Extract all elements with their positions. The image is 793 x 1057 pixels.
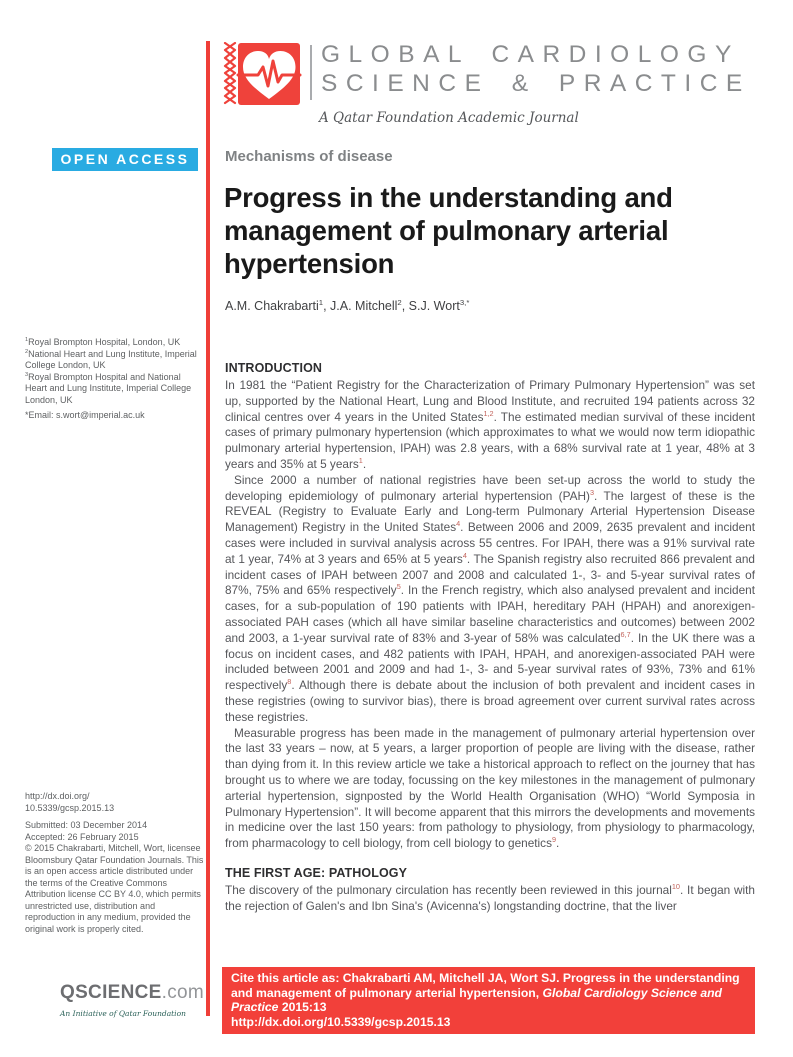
cite-box: Cite this article as: Chakrabarti AM, Mitchell JA, Wort SJ. Progress in the understanding and management of pulmonary arterial hypertension, Global Cardiology Science and Practice 2015:13 http://dx.doi.org/10.5339/gcsp.2015.13 <box>222 967 755 1034</box>
affiliations-block <box>25 337 205 422</box>
accepted-date: Accepted: 26 February 2015 <box>25 831 139 842</box>
red-spine-divider <box>206 41 210 1016</box>
journal-name <box>321 40 751 98</box>
intro-paragraph-3: Measurable progress has been made in the management of pulmonary arterial hypertension over the last 33 years – now, at 5 years, a larger proportion of people are living with the disease, rather than dying from it. In this review article we take a historical approach to reflect on the journey that has brought us to where we are today, focussing on the key milestones in the management of pulmonary arterial hypertension, signposted by the World Health Organisation (WHO) “World Symposia in Pulmonary Hypertension”. It will become apparent that this mirrors the developments and movements in medicine over the last 150 years: from pathology to physiology, from physiology to pharmacology, from pharmacology to cell biology, from cell biology to genetics$^9$. <box>225 725 755 851</box>
intro-paragraph-1: In 1981 the “Patient Registry for the Characterization of Primary Pulmonary Hypertension” was set up, supported by the National Heart, Lung and Blood Institute, and recruited 194 patients across 32 clinical centres over 4 years in the United States$^{1,2}$. The estimated median survival of these incident cases of primary pulmonary hypertension (which approximates to what we would now term idiopathic pulmonary arterial hypertension, IPAH) was 2.8 years, with a 68% survival rate at 1 year, 48% at 3 years and 35% at 5 years$^1$. <box>225 378 755 471</box>
journal-logo <box>222 42 304 106</box>
journal-logo-graphic <box>222 42 304 106</box>
article-category: Mechanisms of disease <box>225 148 393 165</box>
qscience-wordmark: QSCIENCE <box>60 982 162 1003</box>
open-access-badge: OPEN ACCESS <box>52 148 198 171</box>
affiliation-3: $^3$Royal Brompton Hospital and National Heart and Lung Institute, Imperial College London, UK <box>25 371 192 405</box>
doi-link-line2[interactable]: 10.5339/gcsp.2015.13 <box>25 802 115 813</box>
logo-separator <box>310 45 312 100</box>
corresponding-email[interactable]: *Email: s.wort@imperial.ac.uk <box>25 410 145 420</box>
affiliation-1: $^1$Royal Brompton Hospital, London, UK <box>25 337 181 347</box>
pathology-paragraph-1: The discovery of the pulmonary circulation has recently been reviewed in this journal$^{10}$. It began with the rejection of Galen's and Ibn Sina's (Avicenna's) longstanding doctrine, that the liver <box>225 881 755 913</box>
qscience-logo <box>60 982 205 1018</box>
article-title: Progress in the understanding and management of pulmonary arterial hypertension <box>224 182 673 279</box>
pathology-heading: THE FIRST AGE: PATHOLOGY <box>225 865 408 880</box>
qscience-com-suffix: .com <box>161 982 205 1003</box>
intro-paragraph-2: Since 2000 a number of national registries have been set-up across the world to study the developing epidemiology of pulmonary arterial hypertension (PAH)$^3$. The largest of these is the REVEAL (Registry to Evaluate Early and Long-term Pulmonary Arterial Hypertension Disease Management) Registry in the United States$^4$. Between 2006 and 2009, 2635 prevalent and incident cases were included in survival analysis across 55 centres. For IPAH, there was a 91% survival rate at 1 year, 74% at 3 years and 65% at 5 years$^4$. The Spanish registry also recruited 866 prevalent and incident cases of IPAH between 2007 and 2008 and calculated 1-, 3- and 5-year survival rates of 87%, 75% and 65% respectively$^5$. In the French registry, which also analysed prevalent and incident cases, for a sub-population of 190 patients with IPAH, hereditary PAH (HPAH) and anorexigen-associated PAH cases (which all have similar baseline characteristics and outcomes) between 2002 and 2003, a 1-year survival rate of 83% and 3-year of 58% was calculated$^{6,7}$. In the UK there was a focus on incident cases, and 482 patients with IPAH, HPAH, and anorexigen-associated PAH were included between 2001 and 2009 and had 1-, 3- and 5-year survival rates of 93%, 73% and 61% respectively$^8$. Although there is debate about the inclusion of both prevalent and incident cases in these registries (owing to survivor bias), there is broad agreement over current survival rates across these registries. <box>225 472 755 724</box>
submitted-date: Submitted: 03 December 2014 <box>25 820 148 830</box>
article-body <box>225 360 755 915</box>
journal-tagline: A Qatar Foundation Academic Journal <box>319 110 579 126</box>
copyright-license-text: © 2015 Chakrabarti, Mitchell, Wort, licensee Bloomsbury Qatar Foundation Journals. This is an open access article distributed under the terms of the Creative Commons Attribution license CC BY 4.0, which permits unrestricted use, distribution and reproduction in any medium, provided the original work is properly cited. <box>25 843 204 934</box>
doi-block <box>25 791 205 814</box>
intro-heading: INTRODUCTION <box>225 361 323 375</box>
qscience-tagline: An Initiative of Qatar Foundation <box>60 1009 186 1018</box>
article-authors: A.M. Chakrabarti$^1$, J.A. Mitchell$^2$, S.J. Wort$^{3,*}$ <box>225 297 470 313</box>
dna-icon <box>225 43 235 103</box>
affiliation-2: $^2$National Heart and Lung Institute, Imperial College London, UK <box>25 348 197 370</box>
journal-name-line2: SCIENCE & PRACTICE <box>321 70 751 97</box>
journal-name-line1: GLOBAL CARDIOLOGY <box>321 41 740 68</box>
doi-link-line1[interactable]: http://dx.doi.org/ <box>25 791 90 801</box>
submission-meta-block <box>25 820 205 935</box>
